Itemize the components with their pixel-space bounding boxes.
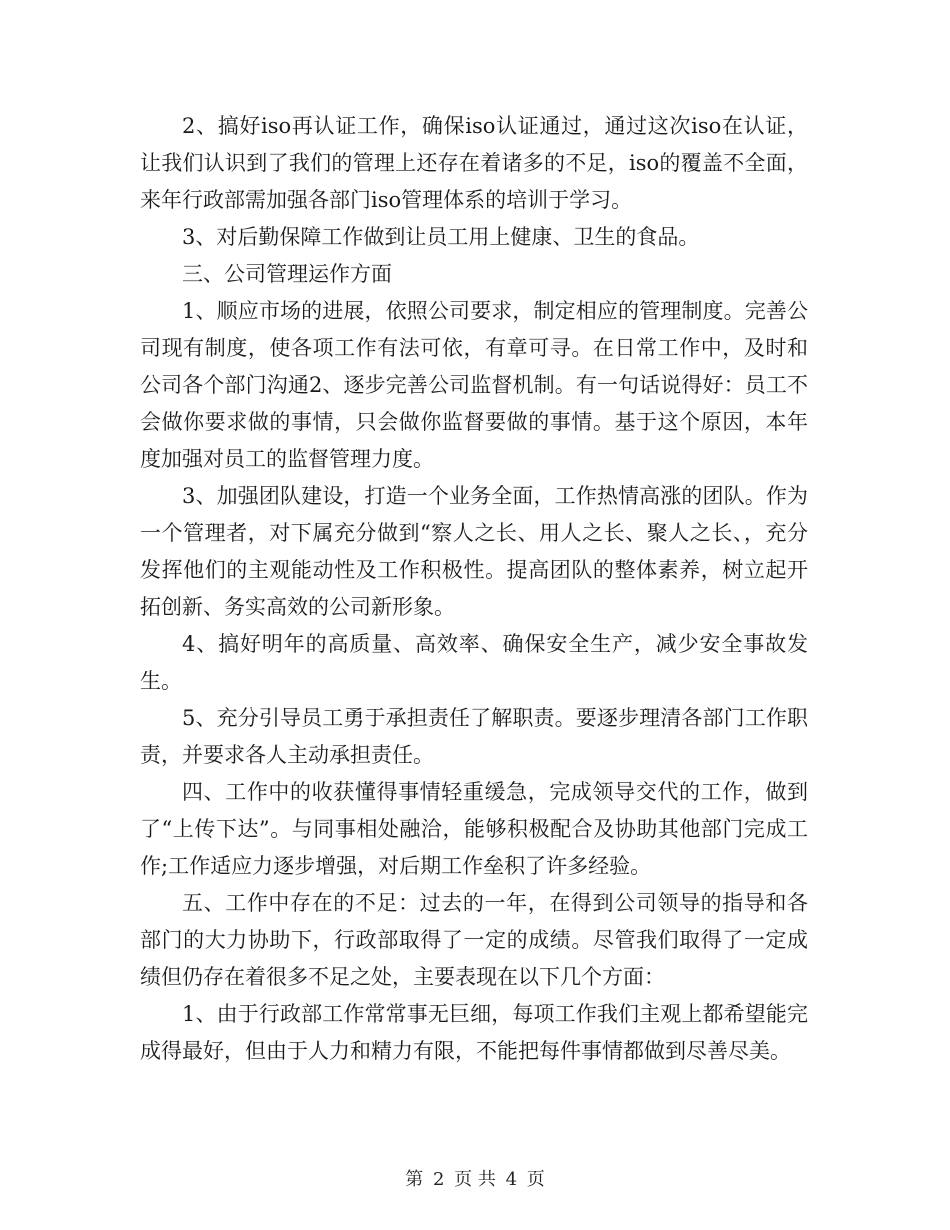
section-heading: 三、公司管理运作方面 <box>182 262 392 286</box>
footer-middle: 页 共 <box>454 1169 496 1190</box>
paragraph: 2、搞好iso再认证工作，确保iso认证通过，通过这次iso在认证，让我们认识到了我们的管理上还存在着诸多的不足，iso的覆盖不全面，来年行政部需加强各部门iso管理体系的培训于学习。 <box>140 114 808 212</box>
footer-total-pages: 4 <box>505 1169 518 1190</box>
paragraph: 五、工作中存在的不足：过去的一年，在得到公司领导的指导和各部门的大力协助下，行政部取得了一定的成绩。尽管我们取得了一定成绩但仍存在着很多不足之处，主要表现在以下几个方面： <box>140 891 808 989</box>
page-footer <box>0 1168 950 1192</box>
paragraph: 3、对后勤保障工作做到让员工用上健康、卫生的食品。 <box>182 225 700 249</box>
paragraph: 5、充分引导员工勇于承担责任了解职责。要逐步理清各部门工作职责，并要求各人主动承担责任。 <box>140 706 808 767</box>
paragraph: 1、顺应市场的进展，依照公司要求，制定相应的管理制度。完善公司现有制度，使各项工作有法可依，有章可寻。在日常工作中，及时和公司各个部门沟通2、逐步完善公司监督机制。有一句话说得好：员工不会做你要求做的事情，只会做你监督要做的事情。基于这个原因，本年度加强对员工的监督管理力度。 <box>140 299 808 471</box>
paragraph: 4、搞好明年的高质量、高效率、确保安全生产，减少安全事故发生。 <box>140 632 808 693</box>
document-body <box>140 108 808 1070</box>
paragraph: 四、工作中的收获懂得事情轻重缓急，完成领导交代的工作，做到了“上传下达”。与同事相处融洽，能够积极配合及协助其他部门完成工作;工作适应力逐步增强，对后期工作垒积了许多经验。 <box>140 780 808 878</box>
paragraph: 1、由于行政部工作常常事无巨细，每项工作我们主观上都希望能完成得最好，但由于人力和精力有限，不能把每件事情都做到尽善尽美。 <box>140 1002 808 1063</box>
footer-page-number: 2 <box>432 1169 445 1190</box>
footer-prefix: 第 <box>405 1169 424 1190</box>
paragraph: 3、加强团队建设，打造一个业务全面，工作热情高涨的团队。作为一个管理者，对下属充分做到“察人之长、用人之长、聚人之长、，充分发挥他们的主观能动性及工作积极性。提高团队的整体素养，树立起开拓创新、务实高效的公司新形象。 <box>140 484 808 619</box>
footer-suffix: 页 <box>526 1169 545 1190</box>
